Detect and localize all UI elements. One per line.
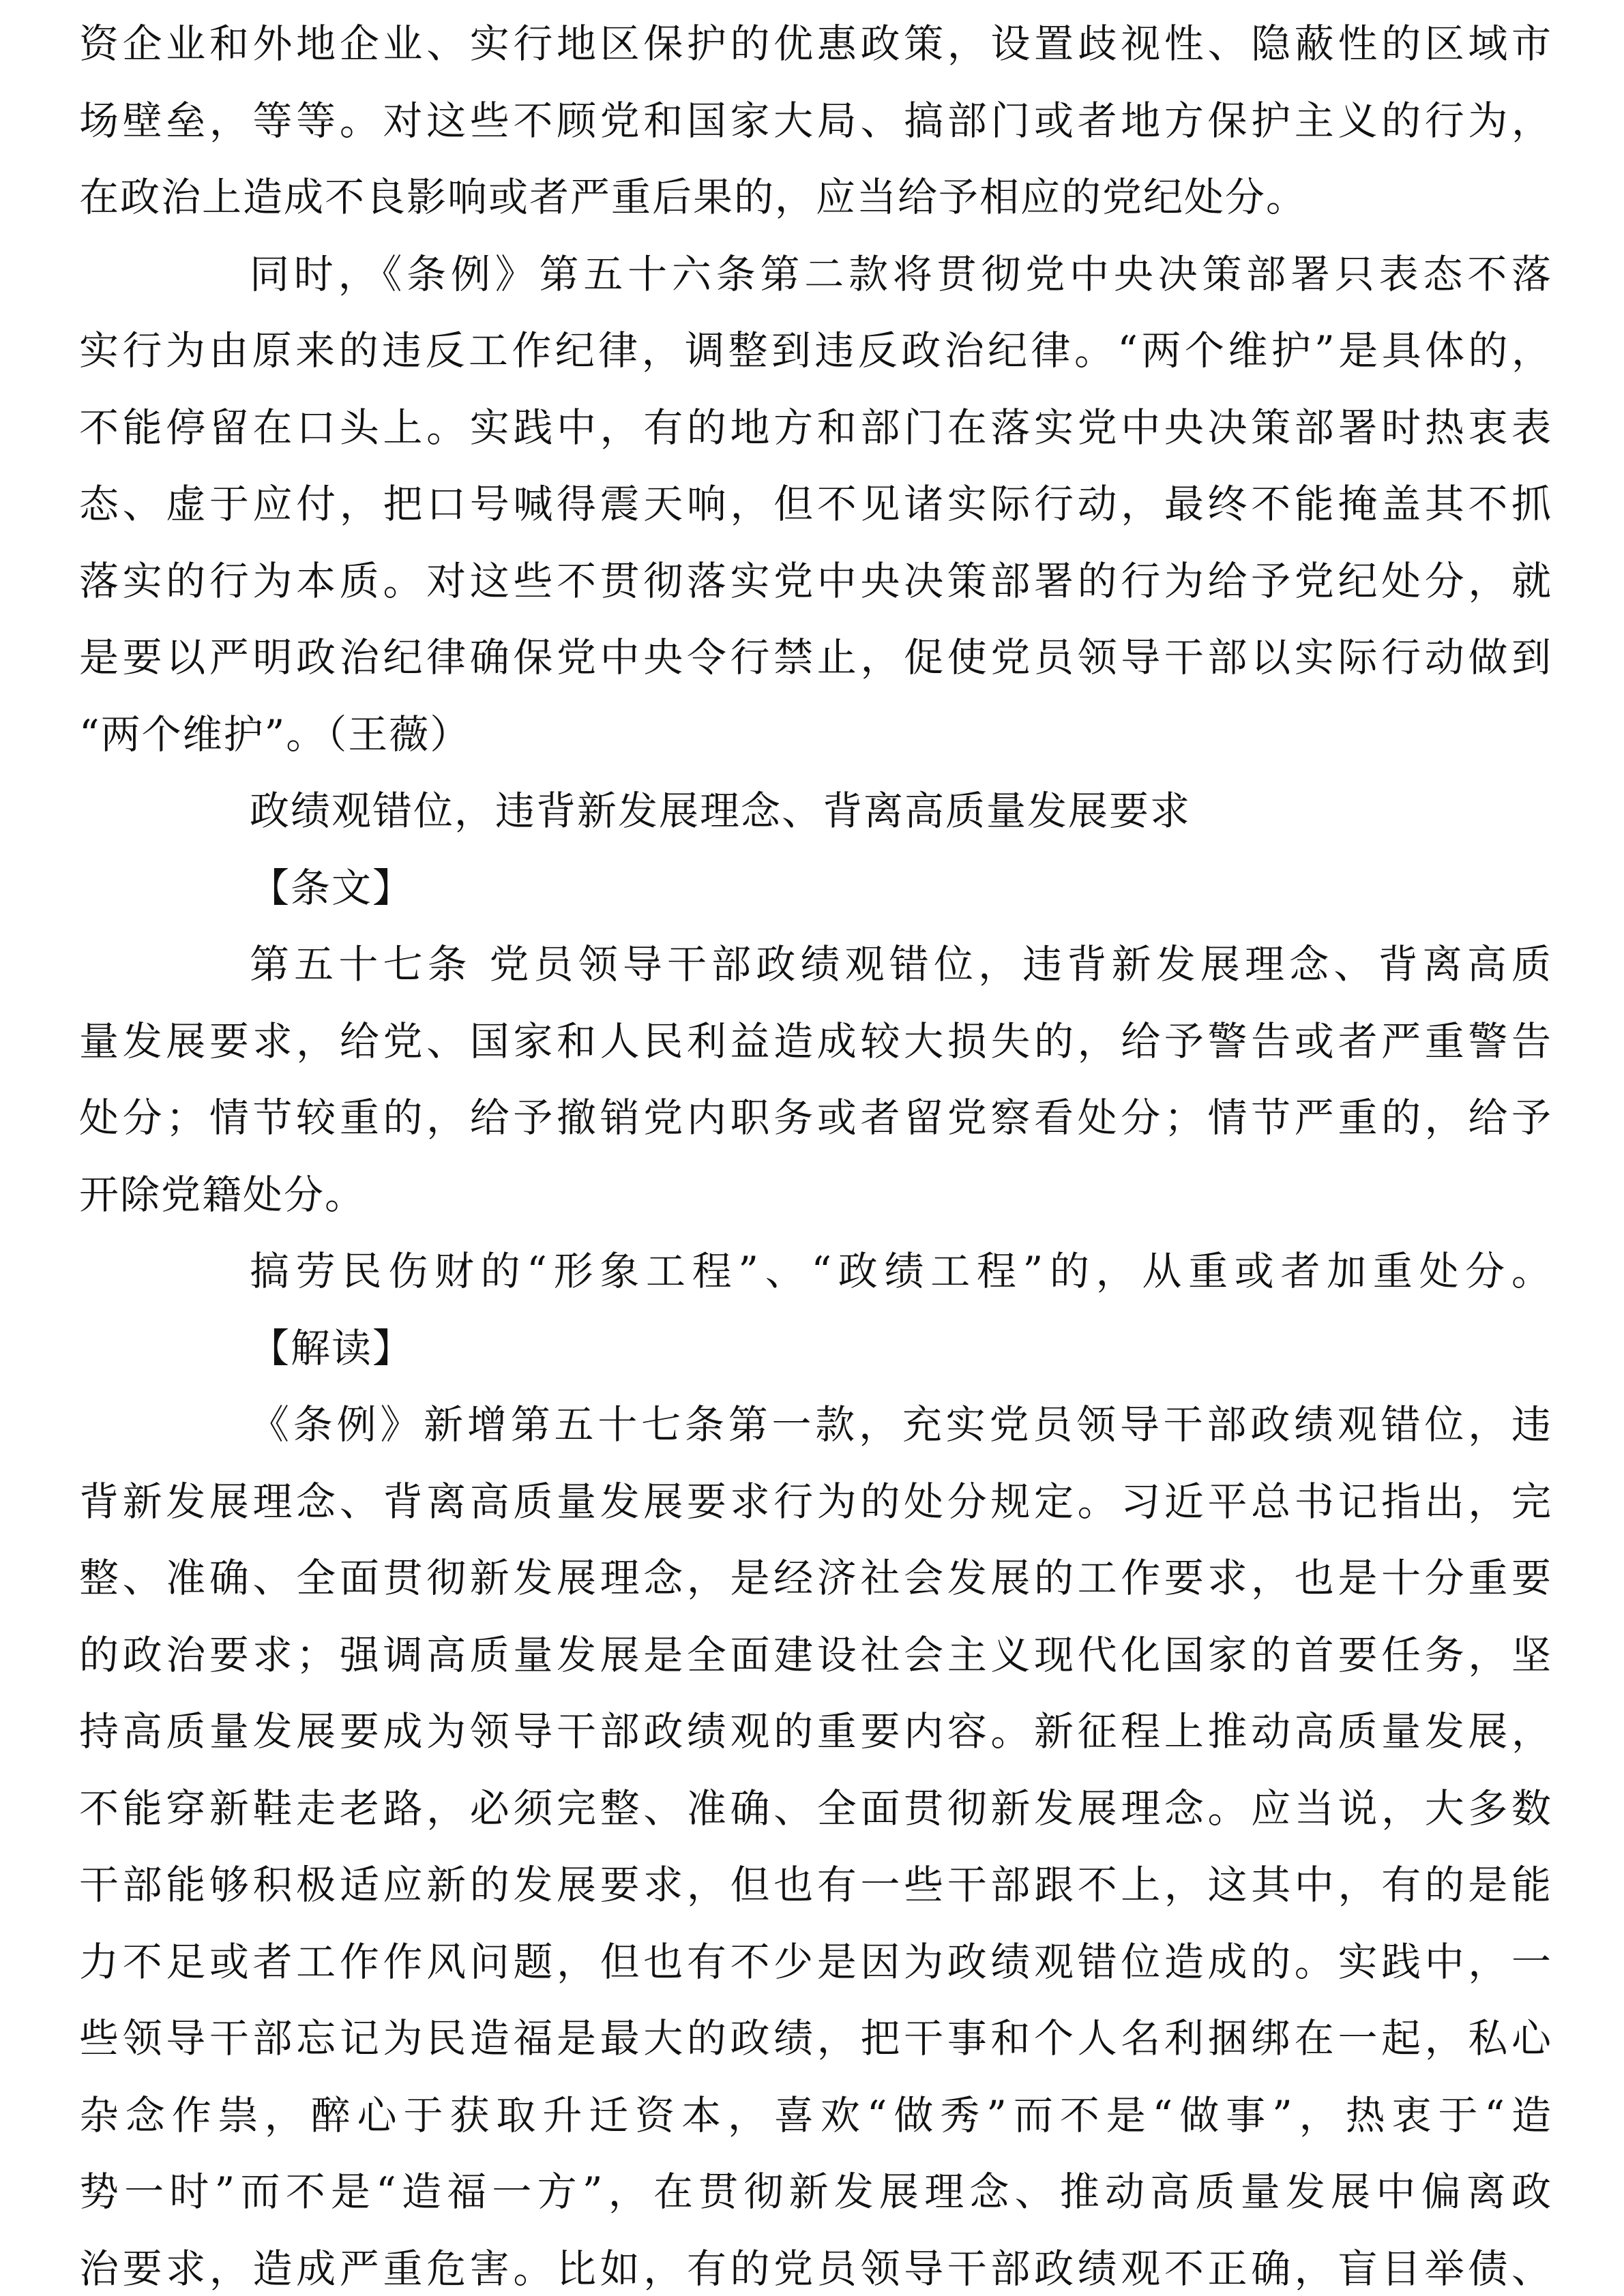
section-heading: 政绩观错位，违背新发展理念、背离高质量发展要求: [250, 788, 1192, 834]
text-line: 治要求，造成严重危害。比如，有的党员领导干部政绩观不正确，盲目举债、: [79, 2245, 1551, 2292]
text-line: 态、虚于应付，把口号喊得震天响，但不见诸实际行动，最终不能掩盖其不抓: [79, 481, 1551, 527]
document-page: [79, 0, 1551, 2296]
text-line: 落实的行为本质。对这些不贯彻落实党中央决策部署的行为给予党纪处分，就: [79, 557, 1551, 604]
text-line: “两个维护”。（王薇）: [79, 711, 471, 758]
text-line: 些领导干部忘记为民造福是最大的政绩，把干事和个人名利捆绑在一起，私心: [79, 2015, 1551, 2061]
text-line: 的政治要求；强调高质量发展是全面建设社会主义现代化国家的首要任务，坚: [79, 1631, 1551, 1678]
text-line: 力不足或者工作作风问题，但也有不少是因为政绩观错位造成的。实践中，一: [79, 1938, 1551, 1985]
text-line: 不能穿新鞋走老路，必须完整、准确、全面贯彻新发展理念。应当说，大多数: [79, 1785, 1551, 1832]
interpretation-label: 【解读】: [250, 1324, 414, 1371]
text-line: 《条例》新增第五十七条第一款，充实党员领导干部政绩观错位，违: [250, 1401, 1551, 1448]
text-line: 处分；情节较重的，给予撤销党内职务或者留党察看处分；情节严重的，给予: [79, 1094, 1551, 1141]
body-text: [79, 5, 1551, 2296]
text-line: 持高质量发展要成为领导干部政绩观的重要内容。新征程上推动高质量发展，: [79, 1708, 1551, 1755]
text-line: 场壁垒，等等。对这些不顾党和国家大局、搞部门或者地方保护主义的行为，: [79, 97, 1551, 144]
text-line: 不能停留在口头上。实践中，有的地方和部门在落实党中央决策部署时热衷表: [79, 404, 1551, 451]
text-line: 同时，《条例》第五十六条第二款将贯彻党中央决策部署只表态不落: [250, 250, 1551, 297]
text-line: 背新发展理念、背离高质量发展要求行为的处分规定。习近平总书记指出，完: [79, 1478, 1551, 1525]
text-line: 在政治上造成不良影响或者严重后果的，应当给予相应的党纪处分。: [79, 174, 1308, 220]
text-line: 第五十七条 党员领导干部政绩观错位，违背新发展理念、背离高质: [250, 941, 1551, 987]
text-line: 搞劳民伤财的“形象工程”、“政绩工程”的，从重或者加重处分。: [250, 1248, 1551, 1294]
text-line: 是要以严明政治纪律确保党中央令行禁止，促使党员领导干部以实际行动做到: [79, 634, 1551, 681]
text-line: 量发展要求，给党、国家和人民利益造成较大损失的，给予警告或者严重警告: [79, 1017, 1551, 1064]
text-line: 资企业和外地企业、实行地区保护的优惠政策，设置歧视性、隐蔽性的区域市: [79, 20, 1551, 67]
text-line: 实行为由原来的违反工作纪律，调整到违反政治纪律。“两个维护”是具体的，: [79, 327, 1551, 374]
article-label: 【条文】: [250, 864, 414, 911]
text-line: 整、准确、全面贯彻新发展理念，是经济社会发展的工作要求，也是十分重要: [79, 1555, 1551, 1601]
text-line: 开除党籍处分。: [79, 1171, 366, 1218]
text-line: 杂念作祟，醉心于获取升迁资本，喜欢“做秀”而不是“做事”，热衷于“造: [79, 2091, 1551, 2138]
text-line: 干部能够积极适应新的发展要求，但也有一些干部跟不上，这其中，有的是能: [79, 1862, 1551, 1908]
text-line: 势一时”而不是“造福一方”，在贯彻新发展理念、推动高质量发展中偏离政: [79, 2168, 1551, 2215]
